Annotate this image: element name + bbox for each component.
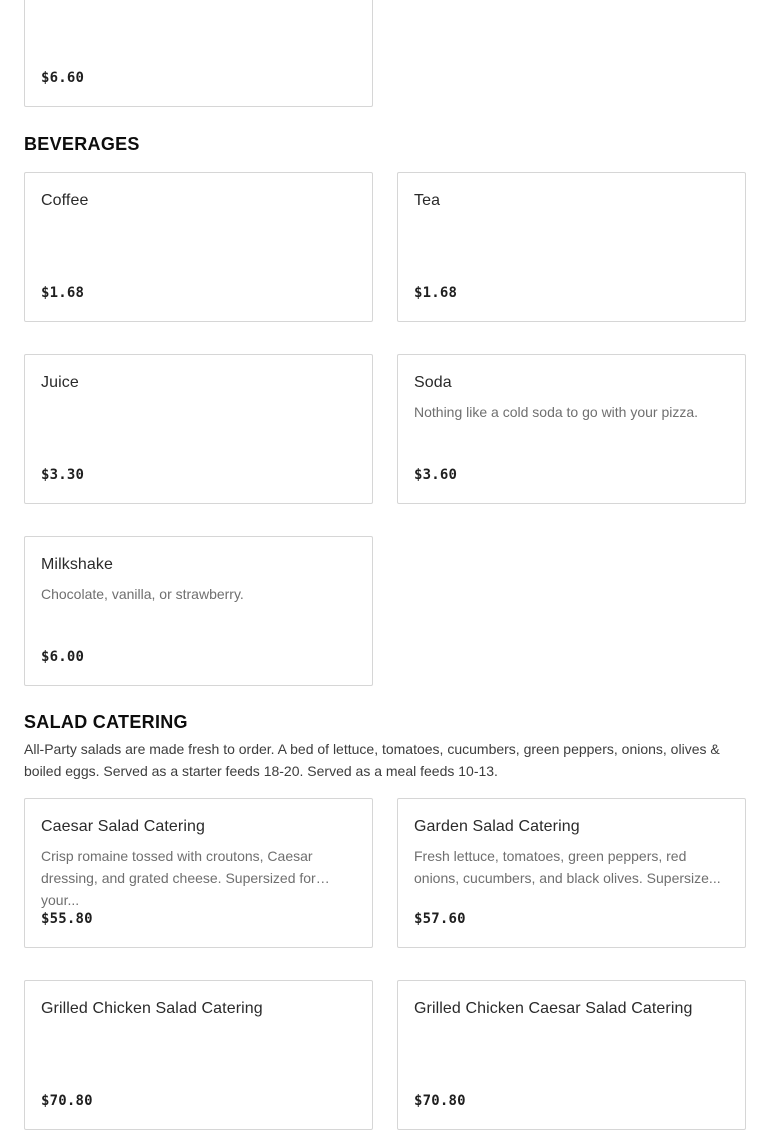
item-name: Coffee xyxy=(41,192,89,209)
item-price: $1.68 xyxy=(41,285,85,301)
menu-item-card-grilled-chicken-caesar-salad-catering[interactable] xyxy=(397,980,746,1130)
item-price: $57.60 xyxy=(414,911,466,927)
item-name: Tea xyxy=(414,192,441,209)
item-description: Nothing like a cold soda to go with your pizza. xyxy=(414,404,699,420)
menu-item-card-milkshake[interactable] xyxy=(24,536,373,686)
section-title-beverages: BEVERAGES xyxy=(24,134,140,154)
item-price: $1.68 xyxy=(414,285,458,301)
section-title-salad-catering: SALAD CATERING xyxy=(24,712,188,732)
item-description: Crisp romaine tossed with croutons, Caesar dressing, and grated cheese. Supersized for your... xyxy=(41,848,316,908)
item-name: Grilled Chicken Salad Catering xyxy=(41,1000,263,1017)
menu-item-card[interactable] xyxy=(24,0,373,107)
item-name: Grilled Chicken Caesar Salad Catering xyxy=(414,1000,693,1017)
item-price: $70.80 xyxy=(41,1093,93,1109)
item-price: $3.30 xyxy=(41,467,85,483)
item-price: $6.60 xyxy=(41,70,85,86)
item-price: $55.80 xyxy=(41,911,93,927)
menu-item-card-grilled-chicken-salad-catering[interactable] xyxy=(24,980,373,1130)
item-price: $3.60 xyxy=(414,467,458,483)
menu-item-card-tea[interactable] xyxy=(397,172,746,322)
item-name: Garden Salad Catering xyxy=(414,818,580,835)
item-name: Juice xyxy=(41,374,79,391)
item-name: Milkshake xyxy=(41,556,114,573)
item-description: Chocolate, vanilla, or strawberry. xyxy=(41,586,244,602)
item-price: $6.00 xyxy=(41,649,85,665)
section-description: All-Party salads are made fresh to order. A bed of lettuce, tomatoes, cucumbers, green peppers, onions, olives & boiled eggs. Served as a starter feeds 18-20. Served as a meal feeds 10-13. xyxy=(24,741,720,779)
item-name: Soda xyxy=(414,374,452,391)
menu-item-card-garden-salad-catering[interactable] xyxy=(397,798,746,948)
menu-item-card-soda[interactable] xyxy=(397,354,746,504)
item-description: Fresh lettuce, tomatoes, green peppers, red onions, cucumbers, and black olives. Supersize... xyxy=(414,848,721,886)
item-price: $70.80 xyxy=(414,1093,466,1109)
item-name: Caesar Salad Catering xyxy=(41,818,205,835)
menu-item-card-juice[interactable] xyxy=(24,354,373,504)
menu-item-card-coffee[interactable] xyxy=(24,172,373,322)
menu-item-card-caesar-salad-catering[interactable] xyxy=(24,798,373,948)
